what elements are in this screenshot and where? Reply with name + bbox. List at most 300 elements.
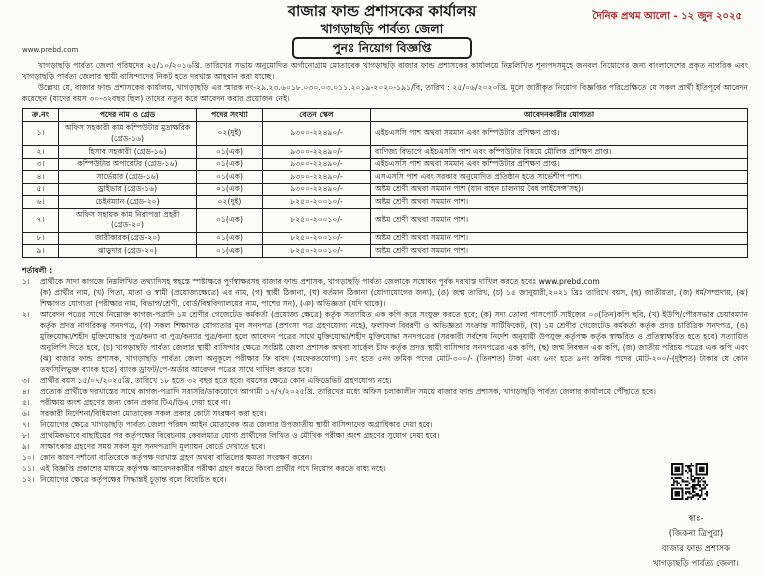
qr-module [690,465,692,467]
qr-module [703,468,705,470]
qr-module [706,472,708,474]
qr-module [678,468,680,470]
pay-scale-cell [263,122,371,146]
qr-module [696,468,698,470]
condition-number: ১০। [22,453,35,462]
condition-text: নিয়োগের ক্ষেত্রে কর্তৃপক্ষের সিদ্ধান্তই চূড়ান্ত বলে বিবেচিত হবে। [40,475,227,484]
qr-module [694,495,696,497]
vacancy-table [22,108,748,258]
qr-module [678,477,680,479]
qr-module [690,479,692,481]
qr-module [675,467,677,469]
qualification-cell [371,171,748,184]
qr-module [676,493,678,495]
post-cell [59,146,197,159]
qr-module [697,477,699,479]
qr-module [704,463,706,465]
table-header-row [23,109,748,122]
qr-module [680,488,682,490]
qualification: অষ্টম শ্রেণী অথবা সমমান পাশ। [375,214,469,224]
qr-module [675,477,677,479]
condition-number: ১। [22,277,30,286]
pay-scale: ৮২৫০-২০০১০/- [290,214,343,224]
office-title: বাজার ফান্ড প্রশাসকের কার্যালয় [287,2,477,20]
condition-text: কোন কারণ দর্শানো ব্যতিরেকে কর্তৃপক্ষ দরখাস্ত গ্রহণ অথবা বাতিলের ক্ষমতা সংরক্ষণ করেন। [40,453,313,462]
qr-module [682,493,684,495]
post-cell [59,208,197,232]
post-cell [59,183,197,196]
qr-module [692,489,694,491]
qr-module [699,495,701,497]
qr-module [694,477,696,479]
qualification-cell [371,146,748,159]
condition-number: ৭। [22,420,30,429]
condition-item [22,463,658,474]
pay-scale-cell [263,196,371,209]
qr-module [675,481,677,483]
signatory-designation: বাজার ফান্ড প্রশাসক [661,544,731,554]
qr-module [687,472,689,474]
qr-module [694,488,696,490]
vacancies-cell [197,245,263,258]
qr-module [699,486,701,488]
serial-cell [23,171,59,184]
serial-cell [23,158,59,171]
qr-module [690,498,692,500]
qr-module [701,463,703,465]
qualification: বাণিজ্য বিভাগে এইচএসসি পাশ এবং কম্পিউটার বিষয়ে মৌলিক প্রশিক্ষণ প্রাপ্ত। [375,146,612,156]
qr-module [699,477,701,479]
qr-module [690,474,692,476]
post-name: অফিস সহায়ক কাম নিরাপত্তা প্রহরী (গ্রেড-২০) [75,209,180,229]
serial-number: ৯। [36,245,45,255]
qr-module [699,489,701,491]
qr-module [690,475,692,477]
condition-text: সরকারী নির্দেশনা/বিধিমালা মোতাবেক সকল প্রকার কোটা সংরক্ষণ করা হবে। [40,409,267,418]
qr-module [694,491,696,493]
qr-module [675,488,677,490]
serial-number: ৩। [36,159,45,168]
condition-item [22,408,658,419]
qr-module [692,479,694,481]
serial-number: ৪। [36,171,45,181]
qr-module [682,491,684,493]
condition-text: সাক্ষাৎকার গ্রহণের সময় সকল মূল সনদপত্রাদি মূল্যায়ন বোর্ডে দেখাতে হবে। [40,442,266,451]
qr-module [689,467,691,469]
qr-module [673,481,675,483]
pay-scale-cell [263,158,371,171]
qr-module [671,474,673,476]
conditions-heading: শর্তাবলী : [22,266,53,275]
pay-scale: ৯৩০০-২২৪৯০/- [290,184,343,193]
qr-module [701,467,703,469]
signed-mark: স্বাঃ- [688,514,704,524]
qr-module [690,477,692,479]
qr-module [680,484,682,486]
serial-number: ৭। [36,214,45,224]
header-post [59,109,197,122]
vacancy-count: ০১(এক) [216,146,243,156]
qr-module [699,468,701,470]
qr-module [671,484,673,486]
qr-module [675,463,677,465]
qr-module [701,491,703,493]
condition-number: ১২। [22,475,35,484]
qr-module [703,470,705,472]
qr-module [690,463,692,465]
qr-module [689,493,691,495]
qr-module [687,491,689,493]
qr-module [676,474,678,476]
qr-module [673,474,675,476]
qr-module [699,496,701,498]
district-name: খাগড়াছড়ি পার্বত্য জেলা [320,21,444,36]
qualification: অষ্টম শ্রেণী অথবা সমমান পাশ। [375,233,469,242]
qr-module [685,470,687,472]
condition-text: আবেদন পত্রের সাথে নিম্নোক্ত কাগজ-পত্রাদি ১ম শ্রেণীর গেজেটেড কর্মকর্তা (প্রযোজ্য ক্ষেত্রে) কর্তৃক সত্যায়িত এক কপি করে সংযুক্ত করতে হবে; (ক) সদ্য তোলা পাসপোর্ট সাইজের ০৩(তিন)কপি ছবি, (খ) ইউপি/পৌরসভার চেয়ারম্যান কর্তৃক প্রদত্ত নাগরিকত্ব সনদপত্র, (গ) সকল শিক্ষাগত যোগ্যতার মূল সনদপত্র (প্রশংসা পত্র গ্রহণযোগ্য নহে), ফলাফল বিবরণী ও অভিজ্ঞতা সংক্রান্ত সার্টিফিকেট, (ঘ) ১ম শ্রেণীর গেজেটেড কর্মকর্তা কর্তৃক প্রদত্ত চারিত্রিক সনদপত্র, (ঙ) মুক্তিযোদ্ধা/শহীদ মুক্তিযোদ্ধার পুত্র/কন্যা বা পুত্র/কন্যার পুত্র/কন্যা হলে আবেদন পত্রের সাথে মুক্তিযোদ্ধা/শহীদ মুক্তিযোদ্ধা সনদপত্রের (সরকারী সর্বশেষ নির্দেশ অনুযায়ী উপযুক্ত কর্তৃপক্ষ কর্তৃক স্বাক্ষরিত ও প্রতিস্বাক্ষরিত হতে হবে) সত্যায়িত অনুলিপি দিতে হবে, (চ) খাগড়াছড়ি পার্বত্য জেলার স্থায়ী বাসিন্দার ক্ষেত্রে সংশ্লিষ্ট জেলা প্রশাসক অথবা সার্কেল চীফ কর্তৃক প্রদত্ত স্থায়ী বাসিন্দার সনদপত্রের এক কপি, (ছ) জন্ম নিবন্ধন এক কপি, (জ) জাতীয় পরিচয় পত্রের এক কপি এবং (ঝ) বাজার ফান্ড প্রশাসক, খাগড়াছড়ি পার্বত্য জেলা অনুকূলে পরীক্ষার ফি বাবদ (অফেরতযোগ্য) ১নং হতে ৫নং ক্রমিক পদের মোট-৩০০/- (তিনশত) টাকা এবং ৬নং হতে ৯নং ক্রমিক পদের মোট-২০০/-(দুইশত) টাকার যে কোন তফসিলিভুক্ত ব্যাংক হতে) ব্যাংক ড্রাফট/পে-অর্ডার আবেদন পত্রের সাথে দাখিল করতে হবে। [40,310,748,374]
qr-module [676,498,678,500]
qr-module [703,477,705,479]
qr-module [678,493,680,495]
header-pay-scale [263,109,371,122]
pay-scale-cell [263,146,371,159]
qr-module [671,465,673,467]
qr-module [696,477,698,479]
qr-module [692,465,694,467]
qr-module [699,470,701,472]
qr-module [687,481,689,483]
condition-text: প্রত্যেক প্রার্থীকে দরখাস্তের সাথে কাগজ-পত্রাদি সরাসরি/ডাকযোগে আগামী ১৭/৭/২০২৫খ্রি. তারিখের মধ্যে অফিস চলাকালীন সময়ে বাজার ফান্ড প্রশাসক, খাগড়াছড়ি পার্বত্য জেলার কার্যালয়ে পৌঁছাতে হবে। [40,387,656,396]
qr-module [699,484,701,486]
qualification-cell [371,183,748,196]
header-serial [23,109,59,122]
serial-cell [23,245,59,258]
qr-module [697,495,699,497]
qr-module [671,496,673,498]
qr-module [685,498,687,500]
qr-module [697,482,699,484]
pay-scale: ৮২৫০-২০০১০/- [290,196,343,206]
qr-module [676,484,678,486]
qr-module [694,484,696,486]
qr-module [696,465,698,467]
qr-module [678,470,680,472]
post-name: সার্ভেয়ার (গ্রেড-১৬) [96,171,159,181]
qr-module [692,475,694,477]
table-row [23,146,748,159]
qr-module [697,479,699,481]
header-serial-label: ক্র.নং [31,109,50,119]
signatory-office: খাগড়াছড়ি পার্বত্য জেলা। [653,559,739,569]
qr-module [696,474,698,476]
qr-module [704,474,706,476]
table-row [23,232,748,245]
qr-module [671,489,673,491]
qr-module [673,484,675,486]
condition-item [22,441,658,452]
qr-module [692,481,694,483]
qr-module [675,498,677,500]
qr-module [685,491,687,493]
qr-module [671,493,673,495]
condition-item [22,430,658,441]
vacancies-cell [197,183,263,196]
condition-item [22,397,658,408]
post-name: জারীকারক(গ্রেড-২০) [94,233,161,242]
qr-module [706,470,708,472]
qr-module [682,472,684,474]
qr-module [680,477,682,479]
qr-module [671,477,673,479]
qr-module [678,474,680,476]
qr-module [701,479,703,481]
table-row [23,122,748,146]
serial-cell [23,122,59,146]
qr-module [699,474,701,476]
vacancies-cell [197,171,263,184]
conditions-short-list [22,375,658,485]
qr-module [689,465,691,467]
qualification: এসএসসি পাশ এবং সরকার অনুমোদিত প্রতিষ্ঠান হতে সার্ভেশীপ পাশ। [375,171,582,181]
qr-module [696,470,698,472]
condition-number: ১১। [22,464,35,473]
qr-module [696,493,698,495]
qr-module [671,468,673,470]
qr-module [676,488,678,490]
post-name: অফিস সহকারী কাম কম্পিউটার মুদ্রাক্ষরিক (গ্রেড-১৬) [64,123,191,143]
condition-text: প্রাথমিকভাবে বাছাইয়ের পর কর্তৃপক্ষের বিবেচনায় কেবলমাত্র যোগ্য প্রার্থীদের লিখিত ও মৌখিক পরীক্ষা অংশ গ্রহণের সুযোগ দেয়া হবে। [40,431,440,440]
serial-cell [23,196,59,209]
pay-scale: ৯৩০০-২২৪৯০/- [290,128,343,138]
qr-module [682,481,684,483]
condition-details: (ক) প্রার্থীর নাম, (খ) পিতা, মাতা ও স্বামী (প্রযোজ্যক্ষেত্রে) এর নাম, (গ) স্থায়ী ঠিকানা, (ঘ) বর্তমান ঠিকানা (যোগাযোগের জন্য), (ঙ) জন্ম তারিখ, (চ) ১৫ জানুয়ারী,২০২১ খ্রিঃ তারিখে বয়স, (ছ) জাতীয়তা, (জ) ধর্ম/সম্প্রদায়, (ঝ) শিক্ষাগত যোগ্যতা (পরীক্ষার নাম, বিভাগ/শ্রেণী, বোর্ড/বিশ্ববিদ্যালয়ের নাম, পাশের সন), (ঞ) অভিজ্ঞতা (যদি থাকে)। [40,288,748,308]
vacancy-count: ০১(এক) [216,184,243,193]
signatory-name: (জিকনা ত্রিপুরা) [668,529,724,539]
pay-scale-cell [263,232,371,245]
qr-module [701,488,703,490]
qualification-cell [371,245,748,258]
qualification: এইচএসসি পাশ অথবা সমমান এবং কম্পিউটার প্রশিক্ষণ প্রাপ্ত। [375,128,560,138]
vacancy-count: ০১(এক) [216,159,243,168]
qr-module [682,467,684,469]
qr-module [704,488,706,490]
qr-module [692,488,694,490]
qr-module [697,493,699,495]
qr-module [678,491,680,493]
qr-module [687,498,689,500]
qr-module [675,495,677,497]
table-row [23,158,748,171]
serial-number: ২। [36,146,45,156]
qr-module [678,495,680,497]
qr-module [685,493,687,495]
qr-module [678,467,680,469]
vacancies-cell [197,158,263,171]
vacancy-count: ০১(এক) [216,233,243,242]
qualification: এইচএসসি পাশ অথবা সমমান এবং কম্পিউটার প্রশিক্ষণ প্রাপ্ত। [375,159,560,168]
intro-paragraph-2: উল্লেখ্য যে, বাজার ফান্ড প্রশাসকের কার্যালয়, খাগড়াছড়ি এর স্মারক নং-২৯.২৩.৬০১৮.০৩০.০৩.০১১.২০১৯-২০২০-১৯১/বি, তারিখ : ২৫/০৬/২০২০খ্রি. মূলে জারীকৃত নিয়োগ বিজ্ঞপ্তির পরিপ্রেক্ষিতে যে সকল প্রার্থী ইতিপূর্বে আবেদন করেছেন (যাদের বয়স ৩০-৩২বছর ছিল) তাদের নতুন করে আবেদন করার প্রয়োজন নেই। [22,83,748,103]
qr-module [687,477,689,479]
header-vacancies-label: পদের সংখ্যা [211,109,248,119]
post-cell [59,122,197,146]
qr-module [687,488,689,490]
qr-module [682,489,684,491]
header-pay-scale-label: বেতন স্কেল [299,109,334,119]
qr-module [687,484,689,486]
header-vacancies [197,109,263,122]
qr-module [685,481,687,483]
qr-module [682,463,684,465]
qr-module [697,498,699,500]
qr-module [676,467,678,469]
qr-module [689,488,691,490]
qr-module [682,488,684,490]
qr-module [676,468,678,470]
qr-module [706,495,708,497]
qr-module [673,479,675,481]
serial-cell [23,146,59,159]
qr-module [676,463,678,465]
qr-module [706,474,708,476]
vacancies-cell [197,208,263,232]
qr-module [673,498,675,500]
signature-block [632,512,760,572]
qr-module [706,468,708,470]
qr-module [703,474,705,476]
qr-module [690,472,692,474]
post-cell [59,158,197,171]
vacancy-count: ০২(দুই) [217,128,242,138]
post-name: ঝাড়ুদার (গ্রেড-২০) [97,245,158,255]
qr-module [682,465,684,467]
qr-module [689,482,691,484]
qr-module [692,496,694,498]
condition-text: প্রার্থীর বয়স ১৫/০৭/২০২৫খ্রি. তারিখে ১৮ হতে ৩২ বছর হতে হবে। বয়সের ক্ষেত্রে কোন এফিডেভিট গ্রহণযোগ্য নহে। [40,376,392,385]
qr-module [675,470,677,472]
condition-number: ৯। [22,442,30,451]
qr-module [685,488,687,490]
qr-module [671,498,673,500]
header-post-label: পদের নাম ও গ্রেড [99,109,156,119]
qualification-cell [371,158,748,171]
table-row [23,183,748,196]
qr-module [699,467,701,469]
qr-module [690,470,692,472]
qr-module [703,463,705,465]
qr-module [671,491,673,493]
qr-module [696,484,698,486]
qr-module [704,493,706,495]
serial-number: ১। [36,128,45,138]
qr-module [706,491,708,493]
qr-module [689,496,691,498]
qr-module [689,470,691,472]
qr-module [694,481,696,483]
qr-module [704,481,706,483]
pay-scale: ৯৩০০-২২৪৯০/- [290,171,343,181]
post-cell [59,196,197,209]
qr-module [706,467,708,469]
condition-number: ৬। [22,409,30,418]
intro-text [22,60,748,106]
qr-module [696,463,698,465]
qr-module [694,479,696,481]
qr-module [704,498,706,500]
qualification-cell [371,196,748,209]
qr-module [692,495,694,497]
vacancies-cell [197,122,263,146]
qr-module [680,474,682,476]
post-cell [59,232,197,245]
qr-module [690,486,692,488]
condition-body [40,276,748,309]
newspaper-date-tag: দৈনিক প্রথম আলো - ১২ জুন ২০২৫ [592,11,742,22]
qr-module [673,463,675,465]
qr-module [690,496,692,498]
qr-module [680,498,682,500]
qr-module [687,496,689,498]
qr-module [704,482,706,484]
qr-module [678,482,680,484]
pay-scale: ৮২৫০-২০০১০/- [290,233,343,242]
pay-scale: ৯৩০০-২২৪৯০/- [290,159,343,168]
condition-text: পরীক্ষায় অংশ গ্রহণের জন্য কোন প্রকার টিএ/ডিএ দেয়া হবে না। [40,398,231,407]
qr-module [704,486,706,488]
notice-title: পুনঃ নিয়োগ বিজ্ঞপ্তি [292,37,472,59]
qr-module [697,481,699,483]
qr-module [673,482,675,484]
qr-module [682,495,684,497]
qr-module [692,491,694,493]
condition-number: ৮। [22,431,30,440]
qr-module [689,491,691,493]
qualification-cell [371,208,748,232]
qr-module [697,474,699,476]
qr-module [689,468,691,470]
qr-module [673,488,675,490]
serial-number: ৫। [36,184,45,193]
qr-module [680,463,682,465]
qualification: অষ্টম শ্রেণী অথবা সমমান পাশ (যান বাহন চালনায় বৈধ লাইসেন্স'সহ)। [375,184,584,193]
qr-module [701,470,703,472]
qr-module [703,488,705,490]
condition-item [22,452,658,463]
post-cell [59,171,197,184]
qr-module [696,472,698,474]
qr-module [676,477,678,479]
condition-item [22,386,658,397]
qr-module [692,486,694,488]
condition-text: প্রার্থীকে সাদা কাগজে নিম্নলিখিত তথ্যাদিসহ স্বহস্তে স্পষ্টাক্ষরে পূর্ণস্বাক্ষরসহ বাজার ফান্ড প্রশাসক, খাগড়াছড়ি পার্বত্য জেলাকে সম্বোধন পূর্বক দরখাস্ত দাখিল করতে হবেঃ www.prebd.com [40,277,600,286]
qr-module [701,474,703,476]
serial-cell [23,208,59,232]
post-name: কম্পিউটার অপারেটর (গ্রেড-১৬) [77,159,178,168]
qr-module [687,465,689,467]
serial-cell [23,232,59,245]
qr-module [671,463,673,465]
serial-cell [23,183,59,196]
condition-number: ২। [22,310,30,319]
post-name: ড্রাইভার (গ্রেড-১৬) [97,184,158,193]
qr-module [682,470,684,472]
header-qualification [371,109,748,122]
pay-scale-cell [263,245,371,258]
qr-module [697,463,699,465]
condition-number: ৩। [22,376,30,385]
qr-module [675,493,677,495]
qr-code-icon [671,463,708,500]
qr-module [703,484,705,486]
